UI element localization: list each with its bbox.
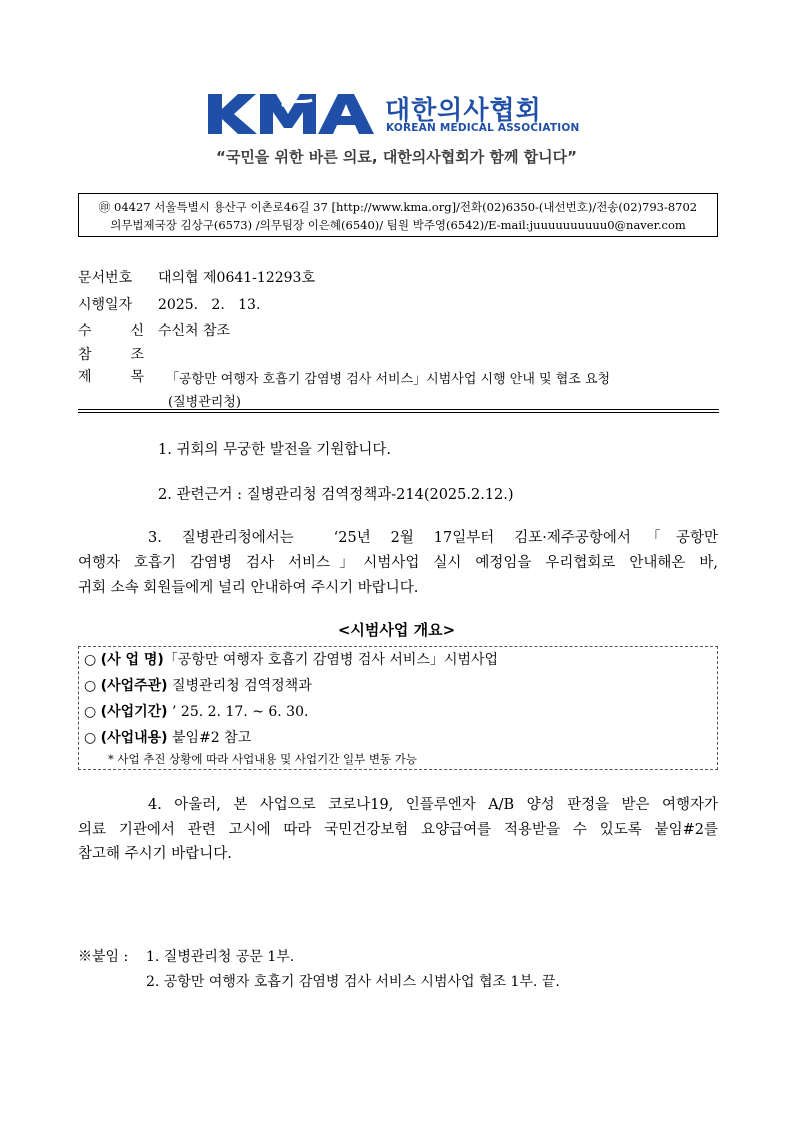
overview-item [84,675,312,695]
paragraph-1: 1. 귀회의 무궁한 발전을 기원합니다. [158,442,391,458]
date-row [78,295,260,315]
attachment-label: ※붙임 : [78,949,129,965]
contact-line-address: ㊞ 04427 서울특별시 용산구 이촌로46길 37 [http://www.kma.org]/전화(02)6350-(내선번호)/전송(02)793-8702 [98,200,698,214]
doc-number-label: 문서번호 [78,270,133,286]
overview-note: * 사업 추진 상황에 따라 사업내용 및 사업기간 일부 변동 가능 [108,752,417,766]
paragraph-3-line-3: 귀회 소속 회원들에게 널리 안내하여 주시기 바랍니다. [78,580,419,596]
subject-row [78,367,158,387]
overview-item-label: (사업기간) [100,704,168,720]
divider [78,412,719,413]
overview-item [84,649,498,669]
attachment-item-1: 1. 질병관리청 공문 1부. [146,949,295,965]
paragraph-2: 2. 관련근거 : 질병관리청 검역정책과-214(2025.2.12.) [158,487,514,503]
bullet-circle-icon: ○ [84,704,97,720]
overview-title: <시범사업 개요> [337,621,456,639]
overview-item [84,701,308,721]
subject-label: 제 목 [78,369,144,385]
kma-logo-icon [208,90,383,138]
bullet-circle-icon: ○ [84,652,97,668]
subject-sub: (질병관리청) [168,395,241,410]
bullet-circle-icon: ○ [84,678,97,694]
reference-label: 참 조 [78,347,144,363]
paragraph-3-line-1: 3. 질병관리청에서는 ‘25년 2월 17일부터 김포·제주공항에서「공항만 [148,530,718,546]
overview-item-value: 붙임#2 참고 [172,730,252,746]
contact-line-staff: 의무법제국장 김상구(6573) /의무팀장 이은혜(6540)/ 팀원 박주영(6542)/E-mail:juuuuuuuuuu0@naver.com [110,218,686,232]
paragraph-4-line-2: 의료 기관에서 관련 고시에 따라 국민건강보험 요양급여를 적용받을 수 있도록 붙임#2를 [78,822,718,838]
recipient-row [78,321,230,341]
doc-number-value: 대의협 제0641-12293호 [158,270,315,286]
paragraph-4-line-1: 4. 아울러, 본 사업으로 코로나19, 인플루엔자 A/B 양성 판정을 받은 여행자가 [148,797,718,813]
overview-item-label: (사업주관) [100,678,168,694]
recipient-value: 수신처 참조 [158,323,231,339]
date-label: 시행일자 [78,297,133,313]
paragraph-3-line-2: 여행자 호흡기 감염병 검사 서비스」시범사업 실시 예정임을 우리협회로 안내해온 바, [78,555,718,571]
contact-box [78,193,718,237]
overview-item-value: ’ 25. 2. 17. ~ 6. 30. [172,704,309,720]
overview-item-label: (사 업 명) [100,652,164,668]
overview-item [84,727,251,747]
divider [78,409,719,410]
bullet-circle-icon: ○ [84,730,97,746]
recipient-label: 수 신 [78,323,144,339]
overview-item-value: 「공항만 여행자 호흡기 감염병 검사 서비스」시범사업 [163,652,499,668]
attachment-item-2: 2. 공항만 여행자 호흡기 감염병 검사 서비스 시범사업 협조 1부. 끝. [146,974,560,990]
subject-value: 「공항만 여행자 호흡기 감염병 검사 서비스」시범사업 시행 안내 및 협조 요청 [166,372,611,387]
slogan: “국민을 위한 바른 의료, 대한의사협회가 함께 합니다” [215,148,578,166]
doc-number-row [78,268,315,288]
overview-item-label: (사업내용) [100,730,168,746]
org-name-en: KOREAN MEDICAL ASSOCIATION [386,122,580,134]
reference-row [78,345,158,365]
overview-item-value: 질병관리청 검역정책과 [172,678,312,694]
org-name-kr: 대한의사협회 [385,96,542,126]
paragraph-4-line-3: 참고해 주시기 바랍니다. [78,846,232,862]
date-value: 2025. 2. 13. [158,297,261,313]
